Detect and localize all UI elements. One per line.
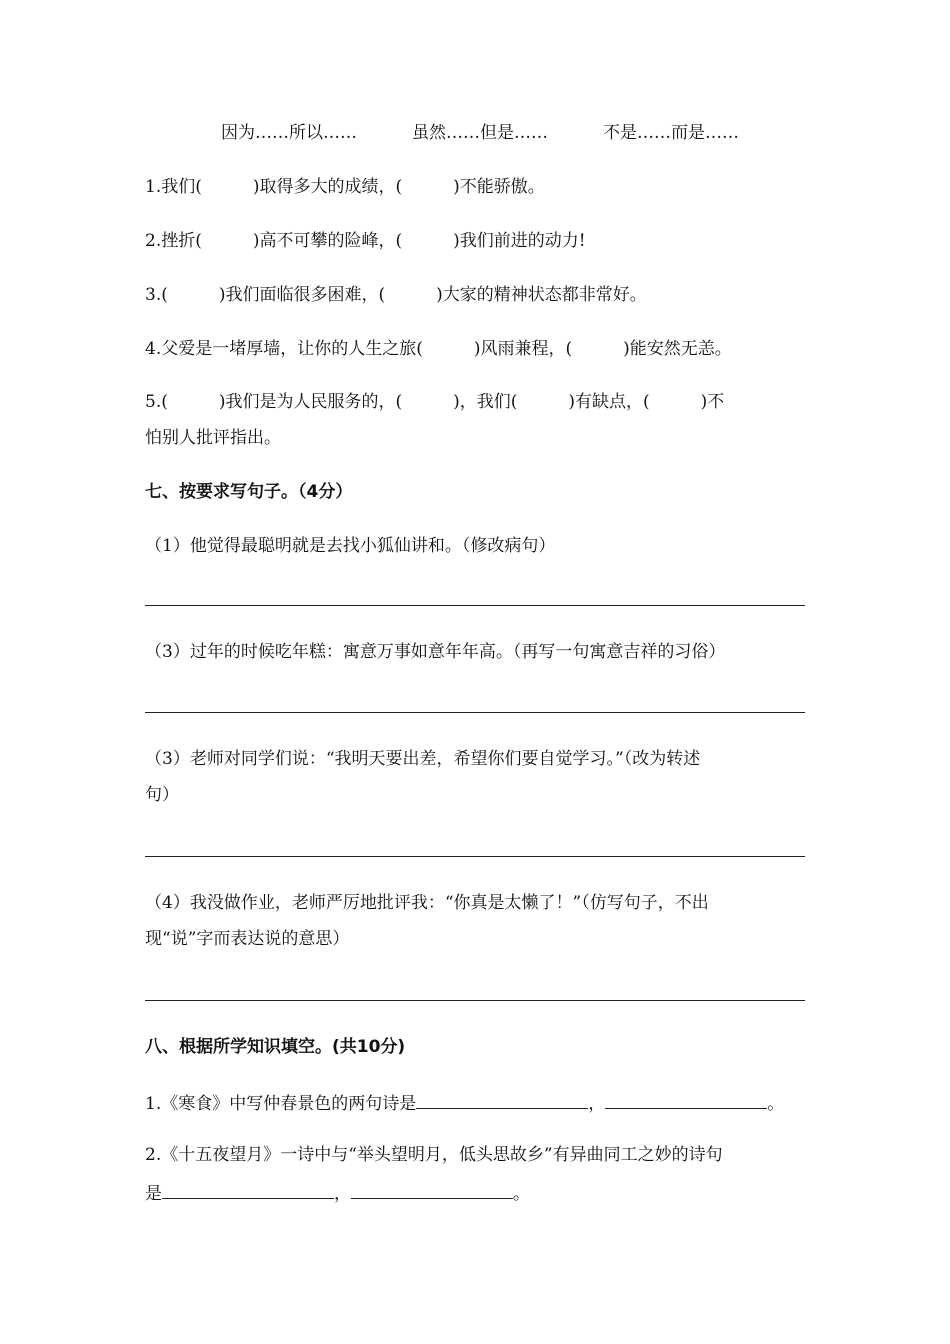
separator: ，	[334, 1184, 351, 1204]
answer-line	[145, 1000, 805, 1001]
section-7-title: 七、按要求写句子。（4分）	[145, 482, 353, 502]
answer-blank[interactable]	[351, 1180, 513, 1199]
question-7-1: （1）他觉得最聪明就是去找小狐仙讲和。（修改病句）	[145, 536, 556, 556]
section-8-title: 八、根据所学知识填空。(共10分)	[145, 1037, 406, 1057]
answer-line	[145, 712, 805, 713]
conjunction-option: 虽然……但是……	[412, 123, 548, 143]
question-7-4: （4）我没做作业，老师严厉地批评我：“你真是太懒了！”（仿写句子，不出	[145, 893, 709, 913]
fill-item: 3.( )我们面临很多困难，( )大家的精神状态都非常好。	[145, 285, 647, 305]
answer-blank[interactable]	[162, 1180, 334, 1199]
conjunction-option: 因为……所以……	[221, 123, 357, 143]
fill-item: 1.我们( )取得多大的成绩，( )不能骄傲。	[145, 177, 545, 197]
conjunction-option: 不是……而是……	[603, 123, 739, 143]
separator: ，	[588, 1094, 606, 1114]
question-7-3-continuation: 句）	[145, 785, 179, 805]
question-8-2-continuation	[145, 1180, 530, 1205]
end-mark: 。	[513, 1184, 530, 1204]
question-7-4-continuation: 现“说”字而表达说的意思）	[145, 929, 350, 949]
question-7-2: （3）过年的时候吃年糕：寓意万事如意年年高。（再写一句寓意吉祥的习俗）	[145, 642, 726, 662]
answer-blank[interactable]	[416, 1090, 588, 1109]
question-8-2: 2.《十五夜望月》一诗中与“举头望明月，低头思故乡”有异曲同工之妙的诗句	[145, 1145, 723, 1165]
answer-line	[145, 856, 805, 857]
end-mark: 。	[767, 1094, 785, 1114]
fill-item-continuation: 怕别人批评指出。	[145, 428, 281, 448]
question-8-2-text: 是	[145, 1184, 162, 1204]
fill-item: 5.( )我们是为人民服务的，( )，我们( )有缺点，( )不	[145, 392, 725, 412]
fill-item: 4.父爱是一堵厚墙，让你的人生之旅( )风雨兼程，( )能安然无恙。	[145, 339, 732, 359]
fill-item: 2.挫折( )高不可攀的险峰，( )我们前进的动力!	[145, 231, 586, 251]
question-8-1-text: 1.《寒食》中写仲春景色的两句诗是	[145, 1094, 417, 1114]
question-7-3: （3）老师对同学们说：“我明天要出差，希望你们要自觉学习。”（改为转述	[145, 749, 701, 769]
answer-line	[145, 605, 805, 606]
answer-blank[interactable]	[605, 1090, 767, 1109]
question-8-1	[145, 1090, 784, 1115]
